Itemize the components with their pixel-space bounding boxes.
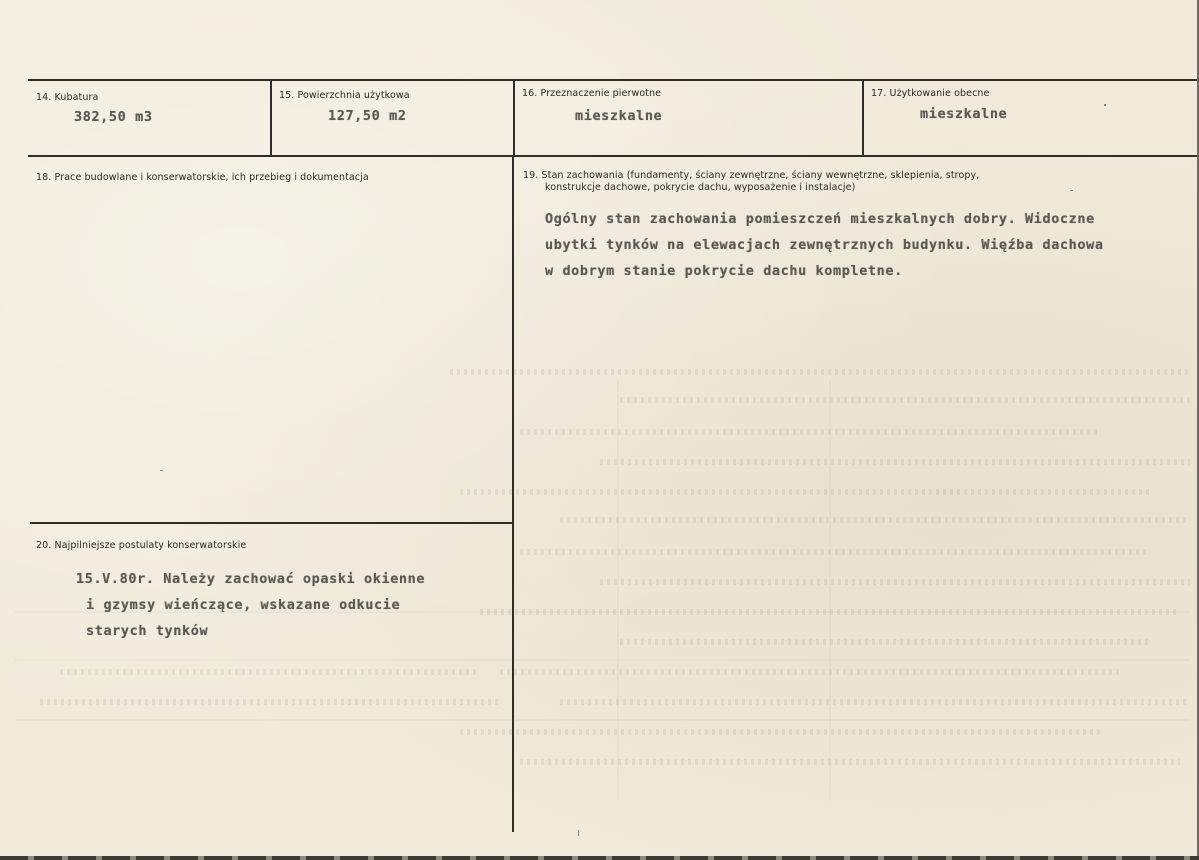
col-divider-left-right [512, 156, 514, 832]
field-19-text-line: ubytki tynków na elewacjach zewnętrznych budynku. Więźba dachowa [545, 237, 1104, 253]
field-17-label: 17. Użytkowanie obecne [871, 88, 990, 99]
paper-speck [578, 830, 579, 836]
top-rule [28, 79, 1198, 81]
page-edge-bottom [0, 856, 1199, 860]
field-15-value: 127,50 m2 [328, 108, 407, 124]
field-15-label: 15. Powierzchnia użytkowa [279, 90, 410, 101]
field-17-value: mieszkalne [920, 106, 1008, 122]
field-20-label: 20. Najpilniejsze postulaty konserwatorskie [36, 540, 247, 551]
field-19-text-line: Ogólny stan zachowania pomieszczeń mieszkalnych dobry. Widoczne [545, 211, 1095, 227]
field-20-text-line: 15.V.80r. Należy zachować opaski okienne [76, 571, 426, 587]
field-19-text-line: w dobrym stanie pokrycie dachu kompletne. [545, 263, 903, 279]
field-19-label-line-1: 19. Stan zachowania (fundamenty, ściany zewnętrzne, ściany wewnętrzne, sklepienia, stropy, [523, 170, 980, 181]
row-divider-1 [28, 155, 1198, 157]
paper-speck [1104, 104, 1106, 106]
field-20-text-line: i gzymsy wieńczące, wskazane odkucie [86, 597, 401, 613]
field-18-20-divider [30, 522, 512, 524]
field-16-value: mieszkalne [575, 108, 663, 124]
field-20-text-line: starych tynków [86, 623, 209, 639]
field-19-text [545, 206, 1197, 284]
field-16-label: 16. Przeznaczenie pierwotne [522, 88, 662, 99]
field-19-label-line-2: konstrukcje dachowe, pokrycie dachu, wyposażenie i instalacje) [545, 182, 856, 193]
paper-speck [1070, 190, 1073, 191]
col-divider-14-15 [270, 80, 272, 156]
field-14-value: 382,50 m3 [74, 109, 153, 125]
col-divider-16-17 [862, 80, 864, 156]
col-divider-15-16 [513, 80, 515, 156]
field-18-label: 18. Prace budowlane i konserwatorskie, ich przebieg i dokumentacja [36, 172, 369, 183]
field-14-label: 14. Kubatura [36, 92, 99, 103]
paper-speck [160, 470, 163, 471]
field-20-text [76, 566, 425, 644]
